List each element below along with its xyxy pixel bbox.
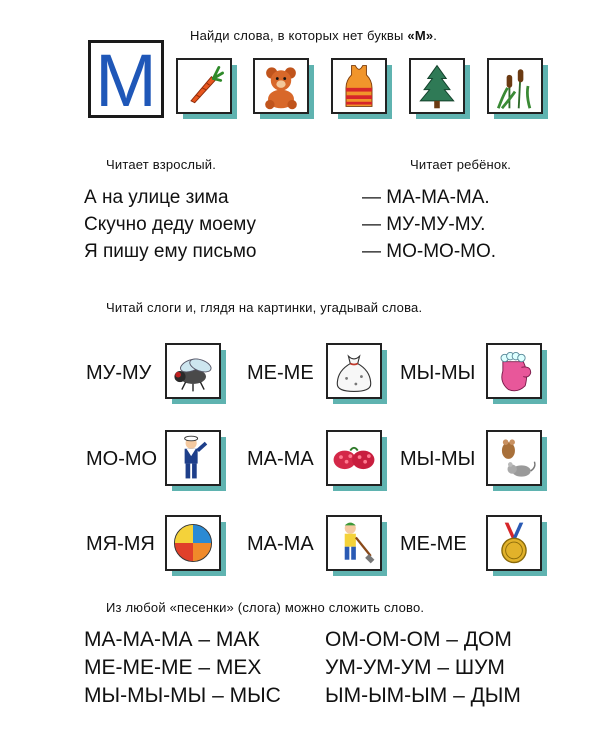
adult-line: Я пишу ему письмо: [84, 241, 257, 262]
mitten-picture: [486, 343, 542, 399]
bear-icon: [255, 60, 307, 112]
word-line: МА-МА-МА – МАК: [84, 628, 260, 651]
task3-instruction: Из любой «песенки» (слога) можно сложить слово.: [106, 600, 425, 615]
carrot-icon: [178, 60, 230, 112]
sack-picture: [326, 343, 382, 399]
word-list-right: [325, 626, 521, 710]
big-letter-box: [88, 39, 164, 122]
boy-with-shovel-picture: [326, 515, 382, 571]
syllable-label: МУ-МУ: [86, 362, 152, 384]
ball-picture: [165, 515, 221, 571]
sack-icon: [328, 345, 380, 397]
mitten-icon: [488, 345, 540, 397]
child-lines: [362, 184, 496, 265]
word-list-left: [84, 626, 281, 710]
tank-top-icon: [333, 60, 385, 112]
big-letter: М: [95, 39, 157, 122]
ball-icon: [167, 517, 219, 569]
word-line: ЫМ-ЫМ-ЫМ – ДЫМ: [325, 684, 521, 707]
cattail-icon: [489, 60, 541, 112]
mice-picture: [486, 430, 542, 486]
syllable-label: МЫ-МЫ: [400, 362, 476, 384]
fir-tree-picture: [409, 58, 465, 114]
adult-lines: [84, 184, 256, 265]
mice-icon: [488, 432, 540, 484]
adult-header: Читает взрослый.: [106, 157, 217, 172]
syllable-label: МА-МА: [247, 533, 314, 555]
syllable-label: МО-МО: [86, 448, 158, 470]
sailor-icon: [167, 432, 219, 484]
raspberry-picture: [326, 430, 382, 486]
child-header: Читает ребёнок.: [410, 157, 512, 172]
fly-icon: [167, 345, 219, 397]
syllable-label: МЯ-МЯ: [86, 533, 155, 555]
word-line: МЫ-МЫ-МЫ – МЫС: [84, 684, 281, 707]
word-line: МЕ-МЕ-МЕ – МЕХ: [84, 656, 262, 679]
sailor-picture: [165, 430, 221, 486]
medal-picture: [486, 515, 542, 571]
carrot-picture: [176, 58, 232, 114]
medal-icon: [488, 517, 540, 569]
syllable-label: МЫ-МЫ: [400, 448, 476, 470]
syllable-label: МА-МА: [247, 448, 314, 470]
task1-instruction: Найди слова, в которых нет буквы «М».: [190, 28, 438, 43]
child-line: — МО-МО-МО.: [362, 241, 497, 262]
raspberry-icon: [328, 432, 380, 484]
fly-picture: [165, 343, 221, 399]
syllable-label: МЕ-МЕ: [400, 533, 467, 555]
boy-with-shovel-icon: [328, 517, 380, 569]
child-line: — МА-МА-МА.: [362, 187, 490, 208]
word-line: ОМ-ОМ-ОМ – ДОМ: [325, 628, 512, 651]
child-line: — МУ-МУ-МУ.: [362, 214, 486, 235]
tank-top-picture: [331, 58, 387, 114]
adult-line: А на улице зима: [84, 187, 229, 208]
fir-tree-icon: [411, 60, 463, 112]
adult-line: Скучно деду моему: [84, 214, 257, 235]
syllable-label: МЕ-МЕ: [247, 362, 314, 384]
word-line: УМ-УМ-УМ – ШУМ: [325, 656, 505, 679]
task2-instruction: Читай слоги и, глядя на картинки, угадывай слова.: [106, 300, 423, 315]
cattail-picture: [487, 58, 543, 114]
bear-picture: [253, 58, 309, 114]
